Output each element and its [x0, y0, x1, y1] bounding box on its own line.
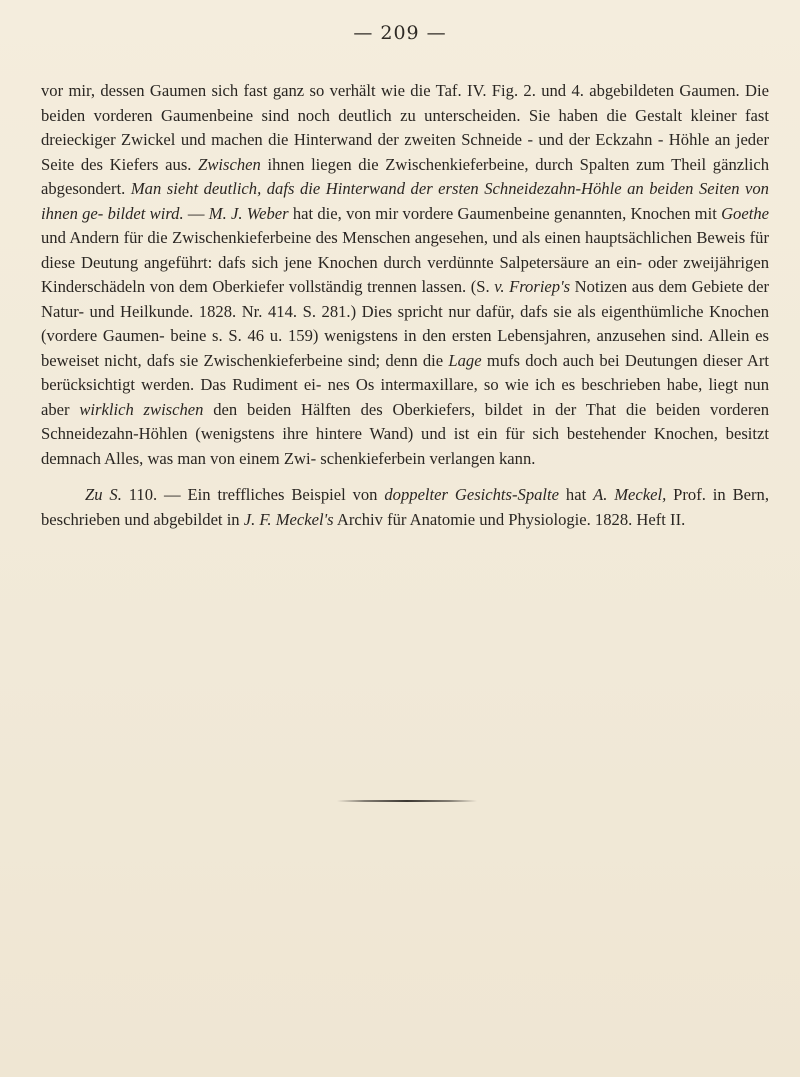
end-rule-divider: [337, 800, 477, 802]
text-run: den beiden Hälften des Oberkiefers, bildet in der That die beiden vorderen Schneidezahn-Höhlen (wenigstens ihre hintere Wand) und ist ein für sich bestehender Knochen, besitzt demnach Alles, was man von einem Zwi- schenkieferbein verlangen kann.: [41, 399, 770, 468]
text-run: hat die, von mir vordere Gaumenbeine genannten, Knochen mit: [288, 203, 722, 223]
text-run: mufs doch auch bei Deutungen dieser Art berücksichtigt werden. Das Rudiment ei- nes Os intermaxillare, so wie ich es beschrieben habe, liegt nun aber: [41, 350, 769, 419]
text-run-italic: Man sieht deutlich, dafs die Hinterwand der ersten Schneidezahn-Höhle an beiden Seiten von ihnen ge- bildet wird.: [41, 179, 769, 223]
paragraph-2: [41, 483, 769, 532]
paragraph-1: [41, 79, 769, 471]
text-run: —: [183, 203, 209, 223]
text-run-italic: wirklich zwischen: [79, 399, 204, 419]
text-run: ihnen liegen die Zwischenkieferbeine, durch Spalten zum Theil gänzlich abgesondert.: [41, 154, 769, 198]
text-run-italic: Zwischen: [198, 154, 261, 174]
text-run-italic: v. Froriep's: [494, 277, 571, 296]
text-run-italic: Goethe: [721, 203, 769, 223]
text-run: Notizen aus dem Gebiete der Natur- und Heilkunde. 1828. Nr. 414. S. 281.) Dies spricht nur dafür, dafs sie als eigenthümliche Knochen (vordere Gaumen- beine s. S. 46 u. 159) wenigstens in den ersten Lebensjahren, anzusehen sind. Allein es beweiset nicht, dafs sie Zwischenkieferbeine sind; denn die: [41, 277, 769, 370]
text-run-italic: Lage: [448, 350, 482, 370]
text-run-italic: doppelter Gesichts-Spalte: [384, 485, 560, 504]
text-run: hat: [559, 485, 594, 504]
text-run-italic: A. Meckel,: [593, 485, 667, 504]
text-run: 110. — Ein treffliches Beispiel von: [121, 485, 385, 504]
body-text: [41, 79, 769, 532]
text-run: Prof. in Bern, beschrieben und abgebildet in: [41, 485, 769, 529]
text-run-italic: M. J. Weber: [208, 203, 289, 223]
text-run: Archiv für Anatomie und Physiologie. 1828. Heft II.: [333, 509, 686, 529]
page-number: — 209 —: [353, 22, 447, 44]
text-run: und Andern für die Zwischenkieferbeine des Menschen angesehen, und als einen hauptsächlichen Beweis für diese Deutung angeführt: dafs sich jene Knochen durch verdünnte Salpetersäure an ein- oder zweijährigen Kinderschädeln von dem Oberkiefer vollständig trennen lassen. (S.: [41, 228, 769, 296]
text-run-italic: J. F. Meckel's: [243, 509, 334, 529]
text-run: vor mir, dessen Gaumen sich fast ganz so verhält wie die Taf. IV. Fig. 2. und 4. abgebildeten Gaumen. Die beiden vorderen Gaumenbeine sind noch deutlich zu unterscheiden. Sie haben die Gestalt kleiner fast dreieckiger Zwickel und machen die Hinterwand der zweiten Schneide - und der Eckzahn - Höhle an jeder Seite des Kiefers aus.: [41, 81, 769, 174]
text-run-italic: Zu S.: [85, 485, 122, 504]
